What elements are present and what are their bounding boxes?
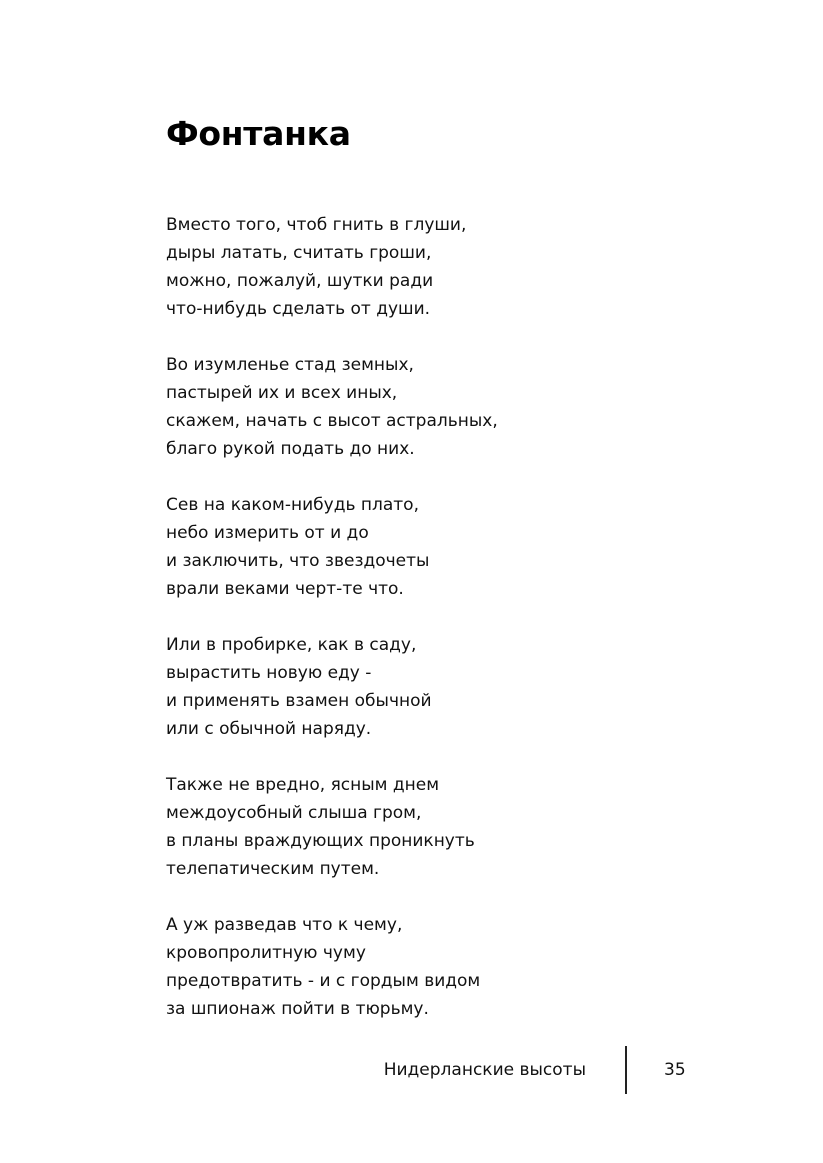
stanza-6 <box>166 911 766 1023</box>
poem-line: за шпионаж пойти в тюрьму. <box>166 999 429 1019</box>
poem-line: врали веками черт-те что. <box>166 579 404 599</box>
poem-line: можно, пожалуй, шутки ради <box>166 271 434 291</box>
poem-title: Фонтанка <box>166 114 351 153</box>
poem-line: Или в пробирке, как в саду, <box>166 635 417 655</box>
poem-line: или с обычной наряду. <box>166 719 372 739</box>
poem-line: телепатическим путем. <box>166 859 380 879</box>
poem-line: что-нибудь сделать от души. <box>166 299 431 319</box>
poem-line: предотвратить - и с гордым видом <box>166 971 481 991</box>
poem-line: Сев на каком-нибудь плато, <box>166 495 419 515</box>
poem-line: междоусобный слыша гром, <box>166 803 422 823</box>
stanza-2 <box>166 351 766 463</box>
page-footer <box>0 1046 823 1096</box>
poem-line: небо измерить от и до <box>166 523 369 543</box>
poem-line: и заключить, что звездочеты <box>166 551 430 571</box>
poem-line: Во изумленье стад земных, <box>166 355 414 375</box>
page-number: 35 <box>664 1060 686 1080</box>
poem-line: дыры латать, считать гроши, <box>166 243 432 263</box>
stanza-4 <box>166 631 766 743</box>
poem-line: кровопролитную чуму <box>166 943 366 963</box>
poem-line: благо рукой подать до них. <box>166 439 415 459</box>
running-title: Нидерланские высоты <box>383 1060 586 1080</box>
poem-body <box>166 211 766 1051</box>
poem-line: пастырей их и всех иных, <box>166 383 398 403</box>
poem-line: вырастить новую еду - <box>166 663 372 683</box>
stanza-5 <box>166 771 766 883</box>
stanza-3 <box>166 491 766 603</box>
footer-divider <box>625 1046 627 1094</box>
poem-line: Также не вредно, ясным днем <box>166 775 440 795</box>
stanza-1 <box>166 211 766 323</box>
poem-line: Вместо того, чтоб гнить в глуши, <box>166 215 467 235</box>
poem-line: скажем, начать с высот астральных, <box>166 411 498 431</box>
poem-line: и применять взамен обычной <box>166 691 432 711</box>
poem-line: в планы враждующих проникнуть <box>166 831 475 851</box>
poem-line: А уж разведав что к чему, <box>166 915 403 935</box>
